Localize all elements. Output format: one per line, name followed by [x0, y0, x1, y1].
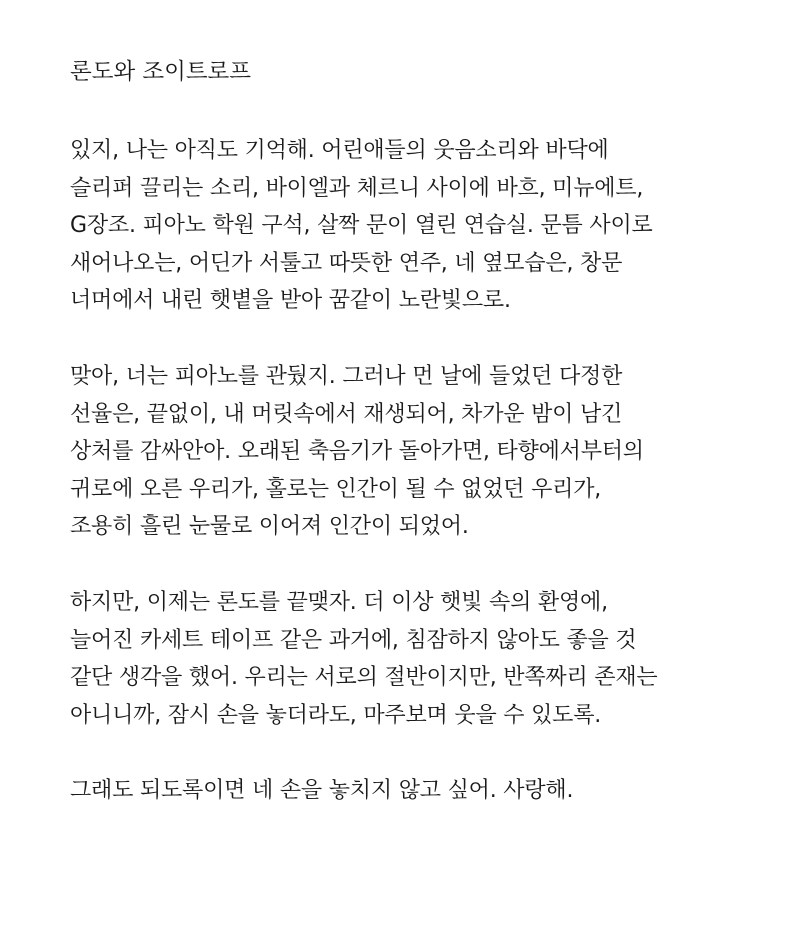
- text-line: G장조. 피아노 학원 구석, 살짝 문이 열린 연습실. 문틈 사이로: [70, 213, 653, 239]
- text-line: 슬리퍼 끌리는 소리, 바이엘과 체르니 사이에 바흐, 미뉴에트,: [70, 175, 644, 201]
- text-line: 그래도 되도록이면 네 손을 놓치지 않고 싶어. 사랑해.: [70, 778, 574, 804]
- paragraph-1: [70, 132, 770, 320]
- text-line: 맞아, 너는 피아노를 관뒀지. 그러나 먼 날에 들었던 다정한: [70, 363, 623, 389]
- text-line: 있지, 나는 아직도 기억해. 어린애들의 웃음소리와 바닥에: [70, 138, 609, 163]
- text-line: 늘어진 카세트 테이프 같은 과거에, 침잠하지 않아도 좋을 것: [70, 627, 637, 653]
- text-line: 귀로에 오른 우리가, 홀로는 인간이 될 수 없었던 우리가,: [70, 476, 602, 502]
- text-line: 새어나오는, 어딘가 서툴고 따뜻한 연주, 네 옆모습은, 창문: [70, 250, 623, 276]
- text-line: 같단 생각을 했어. 우리는 서로의 절반이지만, 반쪽짜리 존재는: [70, 665, 658, 691]
- text-line: 아니니까, 잠시 손을 놓더라도, 마주보며 웃을 수 있도록.: [70, 702, 602, 728]
- text-line: 조용히 흘린 눈물로 이어져 인간이 되었어.: [70, 514, 469, 540]
- text-line: 선율은, 끝없이, 내 머릿속에서 재생되어, 차가운 밤이 남긴: [70, 401, 623, 427]
- paragraph-4: [70, 772, 770, 810]
- text-line: 너머에서 내린 햇볕을 받아 꿈같이 노란빛으로.: [70, 288, 511, 314]
- paragraph-2: [70, 358, 770, 546]
- text-line: 상처를 감싸안아. 오래된 축음기가 돌아가면, 타향에서부터의: [70, 439, 644, 465]
- document-page: [70, 52, 770, 848]
- text-line: 하지만, 이제는 론도를 끝맺자. 더 이상 햇빛 속의 환영에,: [70, 589, 608, 615]
- document-title: 론도와 조이트로프: [70, 59, 252, 85]
- paragraph-3: [70, 584, 770, 734]
